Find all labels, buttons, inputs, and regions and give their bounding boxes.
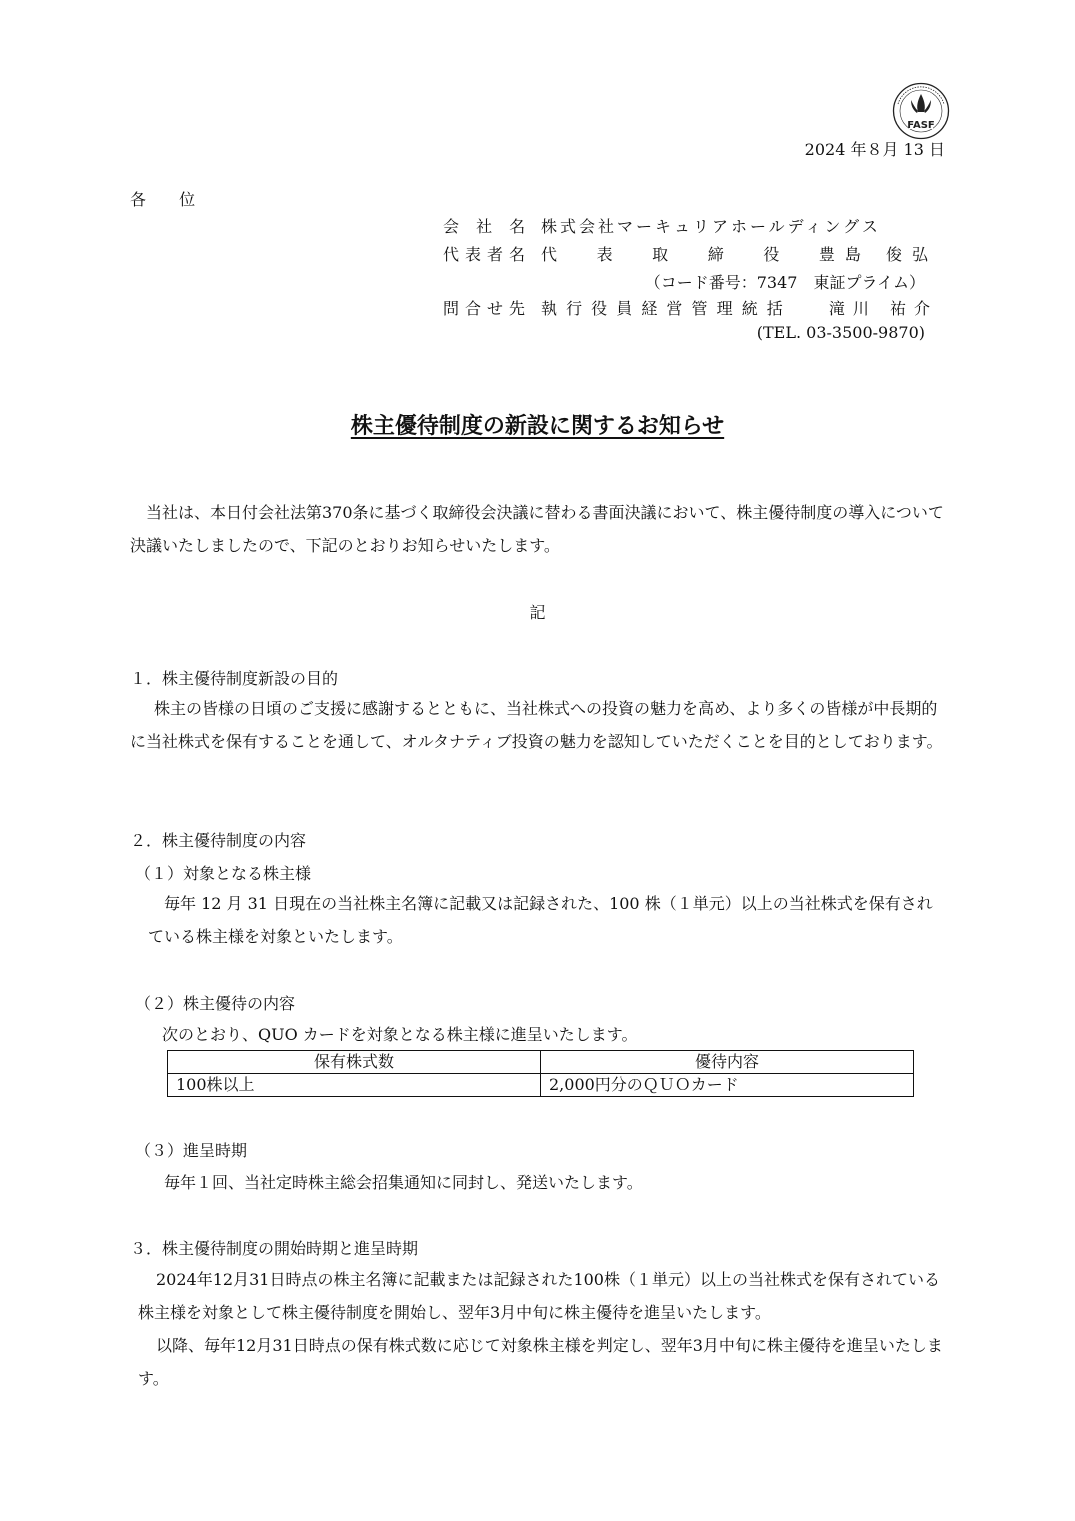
rep-title-char: 代 <box>541 245 558 264</box>
contact-name: 滝川 祐介 <box>828 299 938 318</box>
recipient: 各 位 <box>130 190 210 209</box>
representative-value <box>541 242 938 265</box>
representative-row <box>443 242 938 266</box>
section-2-3-heading: （３）進呈時期 <box>135 1141 248 1160</box>
section-3-text-2: 以降、毎年12月31日時点の保有株式数に応じて対象株主様を判定し、翌年3月中旬に株主優待を進呈いたします。 <box>138 1336 943 1388</box>
document-date: 2024 年８月 13 日 <box>804 140 945 159</box>
ki-marker: 記 <box>529 603 546 622</box>
rep-title-char: 取 <box>652 245 669 264</box>
table-header-cell: 優待内容 <box>541 1051 914 1074</box>
section-2-2-heading: （２）株主優待の内容 <box>135 994 296 1013</box>
intro-paragraph: 当社は、本日付会社法第370条に基づく取締役会決議に替わる書面決議において、株主優待制度の導入について決議いたしましたので、下記のとおりお知らせいたします。 <box>130 503 944 555</box>
contact-value <box>541 296 938 319</box>
contact-label: 問合せ先 <box>443 299 532 318</box>
representative-label: 代表者名 <box>443 245 532 264</box>
rep-title-char: 締 <box>707 245 724 264</box>
table-cell: 2,000円分のＱＵＯカード <box>541 1074 914 1097</box>
rep-title-char: 表 <box>596 245 613 264</box>
section-2-3-text: 毎年１回、当社定時株主総会招集通知に同封し、発送いたします。 <box>164 1173 643 1192</box>
company-name-value: 株式会社マーキュリアホールディングス <box>541 217 881 236</box>
section-2-2-text: 次のとおり、QUO カードを対象となる株主様に進呈いたします。 <box>162 1025 638 1044</box>
rep-title-char: 役 <box>763 245 780 264</box>
contact-tel: (TEL. 03-3500-9870) <box>756 323 925 342</box>
representative-name: 豊島 俊弘 <box>818 245 938 264</box>
company-name-label: 会 社 名 <box>443 217 532 236</box>
section-3-heading: ３．株主優待制度の開始時期と進呈時期 <box>130 1239 419 1258</box>
contact-title: 執 行 役 員 経 営 管 理 統 括 <box>541 299 785 318</box>
table-header-row <box>168 1051 914 1074</box>
page-title <box>0 409 1075 440</box>
fasf-seal-logo <box>892 82 950 140</box>
section-2-1-heading: （１）対象となる株主様 <box>135 864 312 883</box>
stock-code: （コード番号：7347 東証プライム） <box>644 273 925 292</box>
table-header-cell: 保有株式数 <box>168 1051 541 1074</box>
benefit-table <box>167 1050 914 1097</box>
section-1-heading: １．株主優待制度新設の目的 <box>130 669 339 688</box>
section-1-text: 株主の皆様の日頃のご支援に感謝するとともに、当社株式への投資の魅力を高め、より多くの皆様が中長期的に当社株式を保有することを通して、オルタナティブ投資の魅力を認知していただくことを目的としております。 <box>130 699 943 751</box>
page-title-text: 株主優待制度の新設に関するお知らせ <box>350 413 725 439</box>
company-name-row <box>443 214 938 238</box>
section-2-1-text: 毎年 12 月 31 日現在の当社株主名簿に記載又は記録された、100 株（１単元）以上の当社株式を保有されている株主様を対象といたします。 <box>148 894 933 946</box>
section-2-heading: ２．株主優待制度の内容 <box>130 831 307 850</box>
table-row <box>168 1074 914 1097</box>
table-cell: 100株以上 <box>168 1074 541 1097</box>
seal-text: FASF <box>907 120 935 131</box>
contact-row <box>443 296 938 320</box>
section-3-text-1: 2024年12月31日時点の株主名簿に記載または記録された100株（１単元）以上の当社株式を保有されている株主様を対象として株主優待制度を開始し、翌年3月中旬に株主優待を進呈いたします。 <box>138 1270 940 1322</box>
